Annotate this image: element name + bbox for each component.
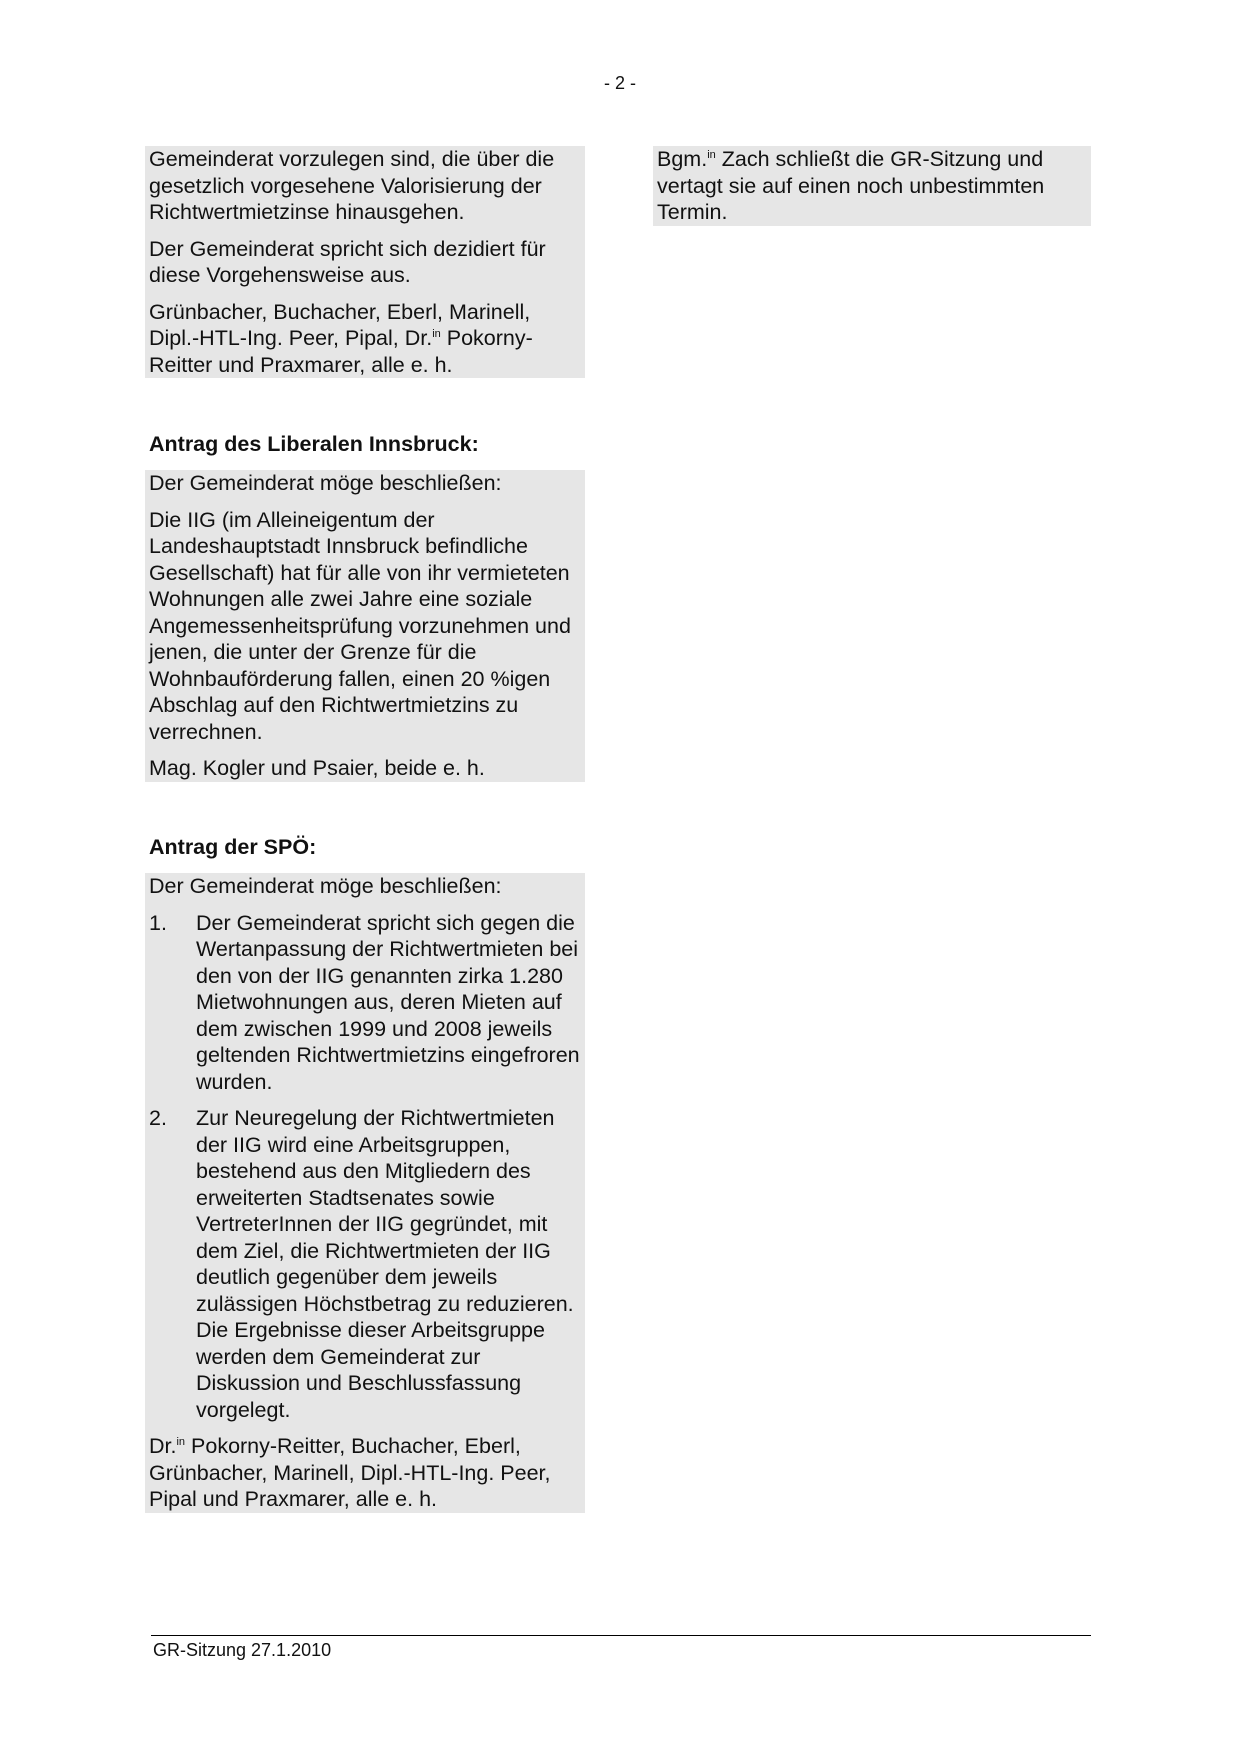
liberal-motion-signers: Mag. Kogler und Psaier, beide e. h. <box>149 756 485 780</box>
list-item-number: 1. <box>149 910 167 935</box>
closing-part-a: Bgm. <box>657 147 708 171</box>
motion-signers <box>149 299 581 379</box>
liberal-motion-body: Die IIG (im Alleineigentum der Landeshauptstadt Innsbruck befindliche Gesellschaft) hat für alle von ihr vermieteten Wohnungen alle zwei Jahre eine soziale Angemessenheitsprüfung vorzunehmen und jenen, die unter der Grenze für die Wohnbauförderung fallen, einen 20 %igen Abschlag auf den Richtwertmietzins zu verrechnen. <box>149 507 571 744</box>
footer-divider <box>151 1635 1091 1636</box>
list-item-text: Zur Neuregelung der Richtwertmieten der IIG wird eine Arbeitsgruppen, bestehend aus den Mitgliedern des erweiterten Stadtsenates sowie VertreterInnen der IIG gegründet, mit dem Ziel, die Richtwertmieten der IIG deutlich gegenüber dem jeweils zulässigen Höchstbetrag zu reduzieren. Die Ergebnisse dieser Arbeitsgruppe werden dem Gemeinderat zur Diskussion und Beschlussfassung vorgelegt. <box>196 1106 574 1422</box>
liberal-motion-block <box>145 470 585 782</box>
motion-continuation-text: Gemeinderat vorzulegen sind, die über die gesetzlich vorgesehene Valorisierung der Richtwertmietzinse hinausgehen. <box>149 147 555 224</box>
spoe-motion-intro: Der Gemeinderat möge beschließen: <box>149 874 502 898</box>
signers-part-a: Dr. <box>149 1434 177 1458</box>
spoe-motion-heading: Antrag der SPÖ: <box>149 835 317 859</box>
list-item-text: Der Gemeinderat spricht sich gegen die Wertanpassung der Richtwertmieten bei den von der IIG genannten zirka 1.280 Mietwohnungen aus, deren Mieten auf dem zwischen 1999 und 2008 jeweils geltenden Richtwertmietzins eingefroren wurden. <box>196 910 580 1094</box>
closing-part-b: Zach schließt die GR-Sitzung und vertagt sie auf einen noch unbestimmten Termin. <box>657 147 1045 224</box>
signers-part-b: Pokorny-Reitter und Praxmarer, alle e. h. <box>149 326 533 377</box>
spoe-motion-signers <box>149 1433 581 1513</box>
signers-superscript: in <box>432 327 441 340</box>
footer-session-date: GR-Sitzung 27.1.2010 <box>153 1640 332 1660</box>
signers-superscript: in <box>176 1435 186 1448</box>
signers-part-b: Pokorny-Reitter, Buchacher, Eberl, Grünbacher, Marinell, Dipl.-HTL-Ing. Peer, Pipal und Praxmarer, alle e. h. <box>149 1434 551 1511</box>
list-item-number: 2. <box>149 1106 167 1130</box>
motion-statement-text: Der Gemeinderat spricht sich dezidiert für diese Vorgehensweise aus. <box>149 236 546 287</box>
list-item <box>149 1105 581 1423</box>
closing-superscript: in <box>707 148 716 161</box>
list-item <box>149 910 581 1096</box>
session-closing-block <box>653 146 1091 226</box>
page-number: - 2 - <box>603 73 636 93</box>
session-closing-text <box>657 146 1087 226</box>
motion-continuation-block <box>145 146 585 378</box>
spoe-motion-block <box>145 873 585 1513</box>
liberal-motion-heading: Antrag des Liberalen Innsbruck: <box>149 432 479 456</box>
liberal-motion-intro: Der Gemeinderat möge beschließen: <box>149 471 502 495</box>
signers-part-a: Grünbacher, Buchacher, Eberl, Marinell, Dipl.-HTL-Ing. Peer, Pipal, Dr. <box>149 299 531 350</box>
